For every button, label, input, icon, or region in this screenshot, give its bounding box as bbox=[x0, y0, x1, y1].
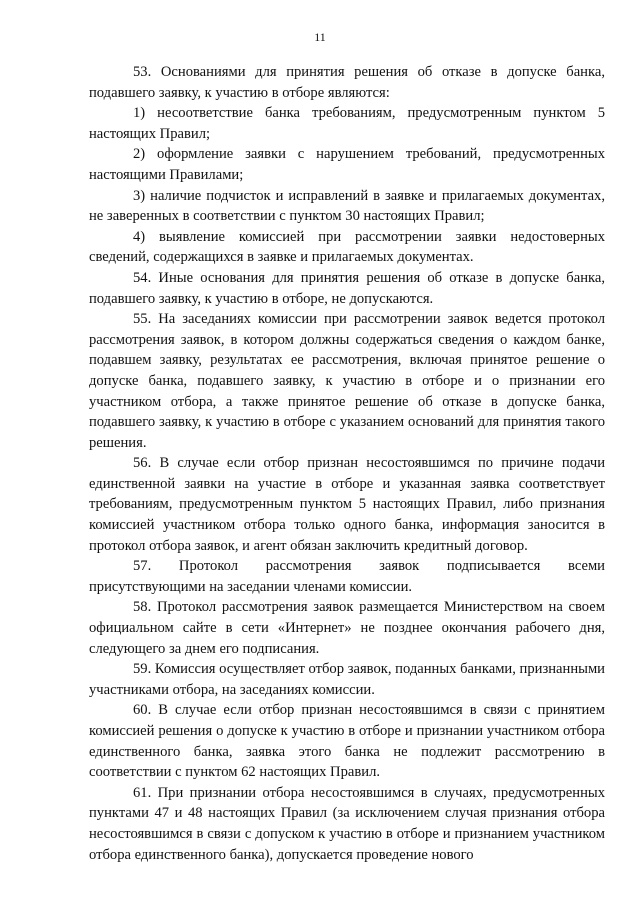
paragraph-57: 57. Протокол рассмотрения заявок подписывается всеми присутствующими на заседании членами комиссии. bbox=[89, 558, 605, 595]
paragraph-53-item-4: 4) выявление комиссией при рассмотрении заявки недостоверных сведений, содержащихся в заявке и прилагаемых документах. bbox=[89, 228, 605, 266]
paragraph-55: 55. На заседаниях комиссии при рассмотрении заявок ведется протокол рассмотрения заявок, в котором должны содержаться сведения о каждом банке, подавшем заявку, результатах ее рассмотрения, включая принятое решение о допуске банка, подавшего заявку, к участию в отборе и о признании его участником отбора, а также принятое решение об отказе в допуске банка, подавшего заявку, к участию в отборе с указанием оснований для принятия такого решения. bbox=[89, 311, 605, 451]
paragraph-59: 59. Комиссия осуществляет отбор заявок, поданных банками, признанными участниками отбора, на заседаниях комиссии. bbox=[89, 661, 605, 698]
paragraph-58: 58. Протокол рассмотрения заявок размещается Министерством на своем официальном сайте в сети «Интернет» не позднее окончания рабочего дня, следующего за днем его подписания. bbox=[89, 599, 605, 657]
paragraph-56: 56. В случае если отбор признан несостоявшимся по причине подачи единственной заявки на участие в отборе и указанная заявка соответствует требованиям, предусмотренным пунктом 5 настоящих Правил, либо признания комиссией участником отбора только одного банка, информация заносится в протокол отбора заявок, и агент обязан заключить кредитный договор. bbox=[89, 455, 605, 554]
paragraph-53-item-1: 1) несоответствие банка требованиям, предусмотренным пунктом 5 настоящих Правил; bbox=[89, 105, 605, 142]
document-body bbox=[89, 62, 605, 865]
paragraph-54: 54. Иные основания для принятия решения об отказе в допуске банка, подавшего заявку, к участию в отборе, не допускаются. bbox=[89, 269, 605, 307]
paragraph-53-item-3: 3) наличие подчисток и исправлений в заявке и прилагаемых документах, не заверенных в соответствии с пунктом 30 настоящих Правил; bbox=[89, 187, 605, 225]
page-number: 11 bbox=[314, 30, 326, 44]
paragraph-53: 53. Основаниями для принятия решения об отказе в допуске банка, подавшего заявку, к участию в отборе являются: bbox=[89, 64, 605, 101]
paragraph-53-item-2: 2) оформление заявки с нарушением требований, предусмотренных настоящими Правилами; bbox=[89, 146, 605, 183]
paragraph-60: 60. В случае если отбор признан несостоявшимся в связи с принятием комиссией решения о допуске к участию в отборе и признании участником отбора единственного банка, заявка этого банка не подлежит рассмотрению в соответствии с пунктом 62 настоящих Правил. bbox=[89, 702, 605, 781]
paragraph-61: 61. При признании отбора несостоявшимся в случаях, предусмотренных пунктами 47 и 48 настоящих Правил (за исключением случая признания отбора несостоявшимся в связи с допуском к участию в отборе и признанием участником отбора единственного банка), допускается проведение нового bbox=[89, 784, 605, 863]
